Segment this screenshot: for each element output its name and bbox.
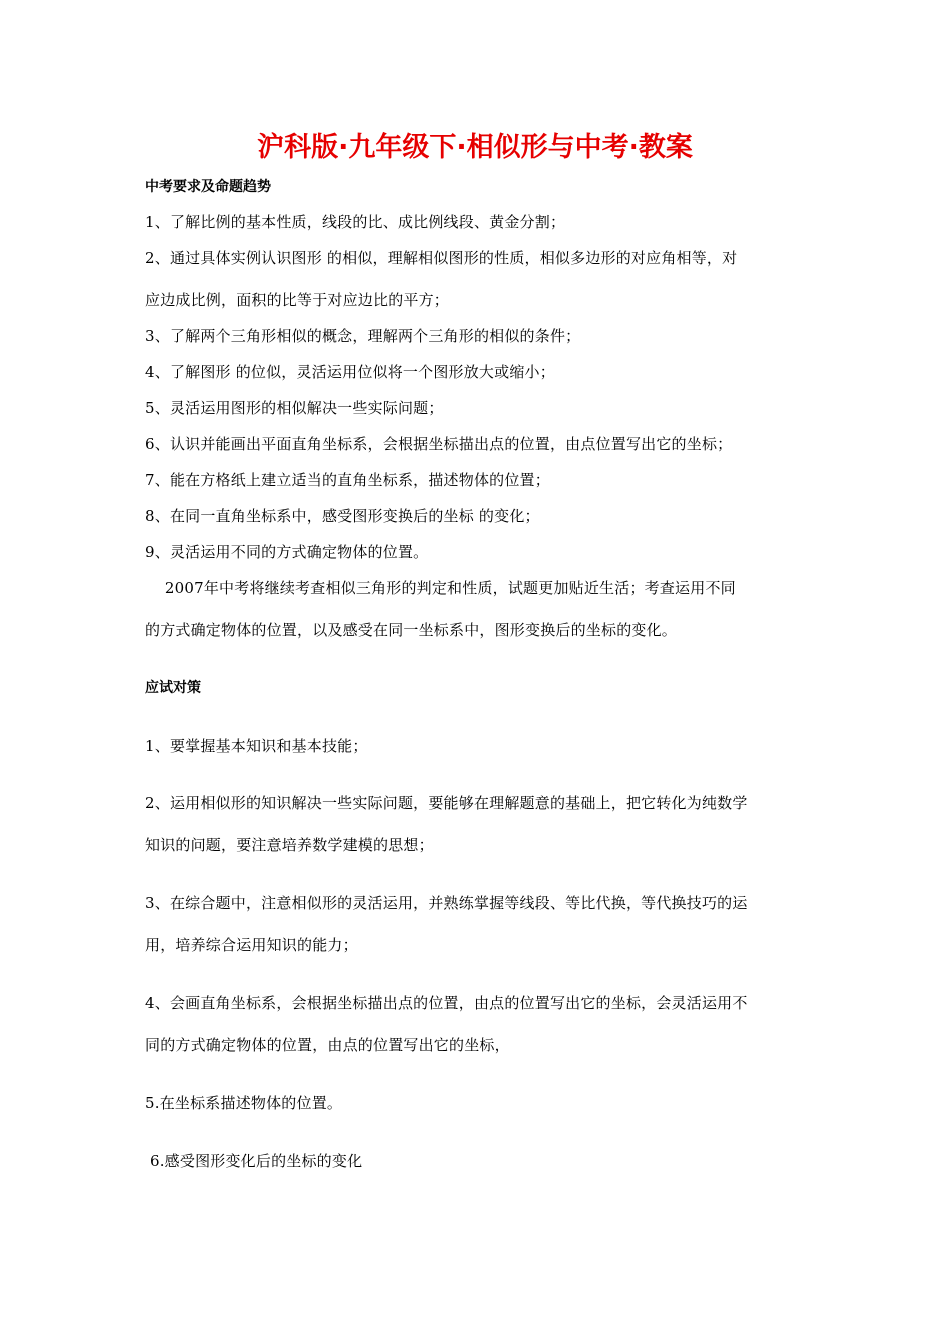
text-line: 5、灵活运用图形的相似解决一些实际问题；	[145, 399, 444, 417]
text-line: 1、了解比例的基本性质，线段的比、成比例线段、黄金分割；	[145, 213, 566, 231]
text-line: 2、运用相似形的知识解决一些实际问题，要能够在理解题意的基础上，把它转化为纯数学	[145, 794, 748, 812]
text-line: 8、在同一直角坐标系中，感受图形变换后的坐标 的变化；	[145, 507, 540, 525]
text-line: 2、通过具体实例认识图形 的相似，理解相似图形的性质，相似多边形的对应角相等，对	[145, 249, 738, 267]
text-line: 7、能在方格纸上建立适当的直角坐标系，描述物体的位置；	[145, 471, 550, 489]
text-line: 6、认识并能画出平面直角坐标系，会根据坐标描出点的位置，由点位置写出它的坐标；	[145, 435, 733, 453]
section-heading-exam-requirements: 中考要求及命题趋势	[145, 179, 271, 195]
text-line: 2007年中考将继续考查相似三角形的判定和性质，试题更加贴近生活；考查运用不同	[145, 579, 736, 597]
text-line: 9、灵活运用不同的方式确定物体的位置。	[145, 543, 429, 561]
text-line: 3、在综合题中，注意相似形的灵活运用，并熟练掌握等线段、等比代换，等代换技巧的运	[145, 894, 748, 912]
text-line: 5.在坐标系描述物体的位置。	[145, 1094, 343, 1112]
text-line: 4、了解图形 的位似，灵活运用位似将一个图形放大或缩小；	[145, 363, 555, 381]
text-line: 应边成比例，面积的比等于对应边比的平方；	[145, 291, 450, 309]
document-title: 沪科版·九年级下·相似形与中考·教案	[257, 132, 693, 163]
text-line: 同的方式确定物体的位置，由点的位置写出它的坐标，	[145, 1036, 510, 1054]
text-line: 知识的问题，要注意培养数学建模的思想；	[145, 836, 434, 854]
text-line: 用，培养综合运用知识的能力；	[145, 936, 358, 954]
text-line: 3、了解两个三角形相似的概念，理解两个三角形的相似的条件；	[145, 327, 581, 345]
section-heading-strategy: 应试对策	[145, 680, 201, 696]
text-line: 4、会画直角坐标系，会根据坐标描出点的位置，由点的位置写出它的坐标，会灵活运用不	[145, 994, 748, 1012]
text-line: 的方式确定物体的位置，以及感受在同一坐标系中，图形变换后的坐标的变化。	[145, 621, 678, 639]
text-line: 6.感受图形变化后的坐标的变化	[145, 1152, 363, 1170]
text-line: 1、要掌握基本知识和基本技能；	[145, 737, 368, 755]
